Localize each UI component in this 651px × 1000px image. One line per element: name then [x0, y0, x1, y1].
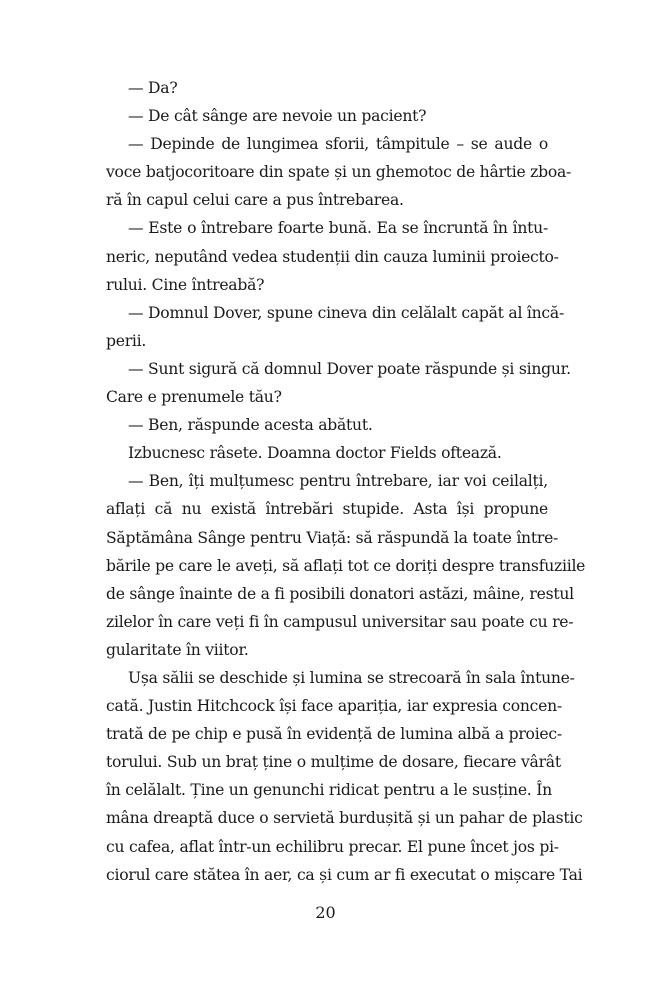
text-line: rului. Cine întreabă?: [106, 275, 265, 294]
text-line: gularitate în viitor.: [106, 640, 249, 659]
text-line: — Ben, îți mulțumesc pentru întrebare, iar voi ceilalți,: [128, 472, 548, 491]
text-line: aflați că nu există întrebări stupide. Asta își propune: [106, 500, 548, 519]
text-line: — Domnul Dover, spune cineva din celălalt capăt al încă-: [128, 303, 564, 322]
page-number: 20: [315, 903, 336, 922]
text-line: — Ben, răspunde acesta abătut.: [128, 416, 373, 435]
text-line: bările pe care le aveți, să aflați tot ce doriți despre transfuziile: [106, 556, 586, 575]
text-line: cu cafea, aflat într-un echilibru precar. El pune încet jos pi-: [106, 837, 559, 856]
text-line: — Da?: [128, 79, 178, 97]
text-line: — Sunt sigură că domnul Dover poate răspunde și singur.: [128, 359, 571, 378]
text-line: perii.: [106, 331, 147, 350]
text-line: ciorul care stătea în aer, ca și cum ar fi executat o mișcare Tai: [106, 865, 583, 884]
text-line: — Este o întrebare foarte bună. Ea se încruntă în întu-: [128, 219, 548, 238]
text-line: ră în capul celui care a pus întrebarea.: [106, 191, 404, 210]
text-line: — De cât sânge are nevoie un pacient?: [128, 107, 427, 126]
text-line: Săptămâna Sânge pentru Viață: să răspundă la toate între-: [106, 528, 559, 547]
text-line: de sânge înainte de a fi posibili donatori astăzi, mâine, restul: [106, 584, 574, 603]
text-line: voce batjocoritoare din spate și un ghemotoc de hârtie zboa-: [106, 163, 572, 182]
text-line: zilelor în care veți fi în campusul universitar sau poate cu re-: [106, 612, 574, 631]
text-line: cată. Justin Hitchcock își face apariția, iar expresia concen-: [106, 697, 562, 716]
text-line: Care e prenumele tău?: [106, 388, 282, 407]
text-line: — Depinde de lungimea sforii, tâmpitule – se aude o: [128, 135, 548, 154]
text-line: Ușa sălii se deschide și lumina se strecoară în sala întune-: [128, 668, 575, 687]
text-line: neric, neputând vedea studenții din cauza luminii proiecto-: [106, 247, 559, 266]
text-line: în celălalt. Ține un genunchi ridicat pentru a le susține. În: [106, 781, 552, 800]
body-text: [106, 74, 586, 889]
text-line: mâna dreaptă duce o servietă burdușită și un pahar de plastic: [106, 809, 583, 828]
text-line: trată de pe chip e pusă în evidență de lumina albă a proiec-: [106, 725, 562, 744]
text-line: Izbucnesc râsete. Doamna doctor Fields oftează.: [128, 444, 502, 463]
text-line: torului. Sub un braț ține o mulțime de dosare, fiecare vârât: [106, 753, 561, 772]
